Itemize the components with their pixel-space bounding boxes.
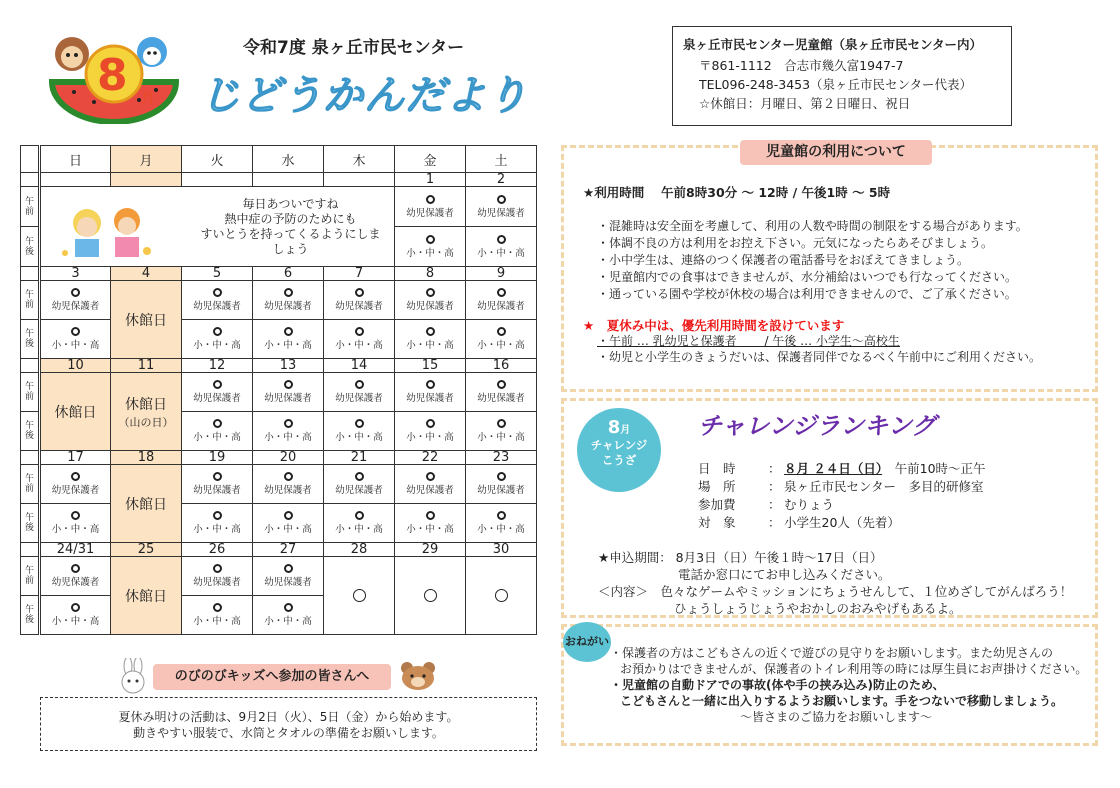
date-number: 30 [466, 543, 537, 557]
pm-slot: 小・中・高 [253, 596, 324, 635]
am-slot: 幼児保護者 [253, 281, 324, 320]
date-number: 4 [111, 267, 182, 281]
kids-line-2: 動きやすい服装で、水筒とタオルの準備をお願いします。 [133, 726, 444, 740]
am-slot: 幼児保護者 [324, 281, 395, 320]
list-item: ・児童館内での食事はできませんが、水分補給はいつでも行なってください。 [597, 270, 1018, 284]
challenge-details [698, 460, 986, 532]
am-slot: 幼児保護者 [466, 187, 537, 227]
pm-label: 午後 [21, 596, 40, 635]
challenge-fee-row: 参加費 ： むりょう [698, 497, 835, 512]
day-header: 土 [466, 146, 537, 173]
date-number: 17 [40, 451, 111, 465]
kids-ribbon: のびのびキッズへ参加の皆さんへ [153, 664, 391, 690]
usage-ribbon: 児童館の利用について [740, 140, 932, 165]
kids-line-1: 夏休み明けの活動は、9月2日（火）、5日（金）から始めます。 [118, 710, 459, 724]
closed-day: 休館日 [40, 373, 111, 451]
am-slot: 幼児保護者 [182, 281, 253, 320]
pm-slot: 小・中・高 [395, 227, 466, 267]
am-slot: 幼児保護者 [324, 373, 395, 412]
am-slot: 幼児保護者 [253, 465, 324, 504]
list-item: ・通っている園や学校が休校の場合は利用できませんので、ご了承ください。 [597, 287, 1017, 301]
open-day-circle [395, 557, 466, 635]
date-number: 29 [395, 543, 466, 557]
am-slot: 幼児保護者 [466, 373, 537, 412]
date-number: 27 [253, 543, 324, 557]
am-slot: 幼児保護者 [466, 465, 537, 504]
date-number: 26 [182, 543, 253, 557]
pm-slot: 小・中・高 [395, 412, 466, 451]
day-header: 日 [40, 146, 111, 173]
pm-slot: 小・中・高 [395, 504, 466, 543]
am-slot: 幼児保護者 [40, 465, 111, 504]
calendar-table [20, 145, 537, 635]
pm-slot: 小・中・高 [324, 412, 395, 451]
list-item: ・混雑時は安全面を考慮して、利用の人数や時間の制限をする場合があります。 [597, 219, 1028, 233]
date-number: 12 [182, 359, 253, 373]
am-slot: 幼児保護者 [40, 557, 111, 596]
heat-message: 毎日あついですね 熱中症の予防のためにも すいとうを持ってくるようにしま しょう [200, 196, 381, 256]
notice-text: ・保護者の方はこどもさんの近くで遊びの見守りをお願いします。また幼児さんの お預かりはできませんが、保護者のトイレ利用等の時には厚生員にお声掛けください。 ・児童館の自動ドアでの事故(体や手の挟み込み)防止のため、 こどもさんと一緒に出入りするようお願いします。手をつないで移動しましょう。 ～皆さまのご協力をお願いします～ [610, 646, 1088, 724]
date-number: 15 [395, 359, 466, 373]
pm-slot: 小・中・高 [182, 596, 253, 635]
date-number: 7 [324, 267, 395, 281]
date-number: 19 [182, 451, 253, 465]
list-item: ・小中学生は、連絡のつく保護者の電話番号をおぼえてきましょう。 [597, 253, 970, 267]
am-slot: 幼児保護者 [40, 281, 111, 320]
date-number: 13 [253, 359, 324, 373]
am-slot: 幼児保護者 [253, 557, 324, 596]
closed-day: 休館日 [111, 557, 182, 635]
am-label: 午前 [21, 557, 40, 596]
am-slot: 幼児保護者 [182, 557, 253, 596]
am-slot: 幼児保護者 [466, 281, 537, 320]
pm-label: 午後 [21, 412, 40, 451]
am-slot: 幼児保護者 [395, 373, 466, 412]
summer-heading: ★ 夏休み中は、優先利用時間を設けています [583, 318, 845, 333]
pm-slot: 小・中・高 [466, 227, 537, 267]
day-header: 水 [253, 146, 324, 173]
notice-badge: おねがい [563, 622, 611, 662]
closed-day-yamanohi: 休館日 （山の日） [111, 373, 182, 451]
center-info-box [672, 26, 1012, 126]
date-number: 11 [111, 359, 182, 373]
challenge-title: チャレンジランキング [698, 412, 936, 440]
date-number: 18 [111, 451, 182, 465]
pm-slot: 小・中・高 [395, 320, 466, 359]
am-slot: 幼児保護者 [395, 281, 466, 320]
date-number: 23 [466, 451, 537, 465]
rabbit-icon [116, 658, 150, 694]
center-subtitle: 令和7度 泉ヶ丘市民センター [243, 38, 465, 58]
date-number: 14 [324, 359, 395, 373]
day-header: 月 [111, 146, 182, 173]
am-slot: 幼児保護者 [324, 465, 395, 504]
pm-slot: 小・中・高 [40, 320, 111, 359]
date-number: 3 [40, 267, 111, 281]
am-label: 午前 [21, 187, 40, 227]
list-item: ・午前 … 乳幼児と保護者 / 午後 … 小学生～高校生 [597, 334, 900, 348]
date-number: 10 [40, 359, 111, 373]
children-picnic-icon [57, 201, 157, 263]
summer-list [597, 333, 1041, 365]
pm-slot: 小・中・高 [253, 320, 324, 359]
am-slot: 幼児保護者 [253, 373, 324, 412]
date-number: 9 [466, 267, 537, 281]
month-suffix: 月 [141, 91, 155, 107]
am-slot: 幼児保護者 [182, 373, 253, 412]
am-label: 午前 [21, 465, 40, 504]
challenge-date-row: 日 時 ： ８月 ２４日（日） 午前10時～正午 [698, 461, 986, 476]
weekday-header [21, 146, 537, 173]
pm-slot: 小・中・高 [324, 504, 395, 543]
list-item: ・体調不良の方は利用をお控え下さい。元気になったらあそびましょう。 [597, 236, 994, 250]
heat-message-cell [40, 187, 395, 267]
date-number: 16 [466, 359, 537, 373]
pm-slot: 小・中・高 [40, 596, 111, 635]
info-closed: ☆休館日：月曜日、第２日曜日、祝日 [699, 96, 911, 111]
date-number: 22 [395, 451, 466, 465]
info-address: 〒861-1112 合志市幾久富1947-7 [699, 58, 904, 73]
pm-slot: 小・中・高 [324, 320, 395, 359]
date-number: 8 [395, 267, 466, 281]
closed-day: 休館日 [111, 465, 182, 543]
date-number: 2 [466, 173, 537, 187]
usage-time: ★利用時間 午前8時30分 ～ 12時 / 午後1時 ～ 5時 [583, 185, 891, 200]
date-number: 20 [253, 451, 324, 465]
info-name: 泉ヶ丘市民センター児童館（泉ヶ丘市民センター内） [683, 37, 983, 52]
pm-slot: 小・中・高 [466, 320, 537, 359]
list-item: ・幼児と小学生のきょうだいは、保護者同伴でなるべく午前中にご利用ください。 [597, 350, 1042, 364]
day-header: 金 [395, 146, 466, 173]
open-day-circle [466, 557, 537, 635]
info-tel: TEL096-248-3453（泉ヶ丘市民センター代表） [699, 77, 973, 92]
am-slot: 幼児保護者 [395, 465, 466, 504]
challenge-place-row: 場 所 ： 泉ヶ丘市民センター 多目的研修室 [698, 479, 984, 494]
open-day-circle [324, 557, 395, 635]
date-number: 24/31 [40, 543, 111, 557]
pm-slot: 小・中・高 [466, 504, 537, 543]
pm-slot: 小・中・高 [182, 504, 253, 543]
am-slot: 幼児保護者 [395, 187, 466, 227]
pm-slot: 小・中・高 [253, 504, 324, 543]
closed-day: 休館日 [111, 281, 182, 359]
pm-slot: 小・中・高 [466, 412, 537, 451]
day-header: 火 [182, 146, 253, 173]
date-number: 5 [182, 267, 253, 281]
date-number: 25 [111, 543, 182, 557]
pm-label: 午後 [21, 320, 40, 359]
pm-label: 午後 [21, 504, 40, 543]
challenge-badge: 8月 チャレンジ こうざ [577, 408, 661, 492]
am-slot: 幼児保護者 [182, 465, 253, 504]
bear-icon [398, 660, 438, 692]
pm-slot: 小・中・高 [253, 412, 324, 451]
pm-slot: 小・中・高 [40, 504, 111, 543]
date-number: 21 [324, 451, 395, 465]
challenge-apply: ★申込期間： 8月3日（日）午後１時～17日（日） 電話か窓口にてお申し込みください。 ＜内容＞ 色々なゲームやミッションにちょうせんして、１位めざしてがんばろう！ ひょうしょうじょうやおかしのおみやげもあるよ。 [598, 550, 1073, 616]
pm-slot: 小・中・高 [182, 320, 253, 359]
usage-list [597, 218, 1028, 303]
am-label: 午前 [21, 373, 40, 412]
date-number: 6 [253, 267, 324, 281]
kids-notice-box [40, 697, 537, 751]
pm-label: 午後 [21, 227, 40, 267]
date-number: 1 [395, 173, 466, 187]
pm-slot: 小・中・高 [182, 412, 253, 451]
date-number: 28 [324, 543, 395, 557]
am-label: 午前 [21, 281, 40, 320]
challenge-target-row: 対 象 ： 小学生20人（先着） [698, 515, 900, 530]
day-header: 木 [324, 146, 395, 173]
month-badge: 8 [97, 50, 128, 101]
newsletter-title: じどうかんだより [200, 73, 528, 119]
